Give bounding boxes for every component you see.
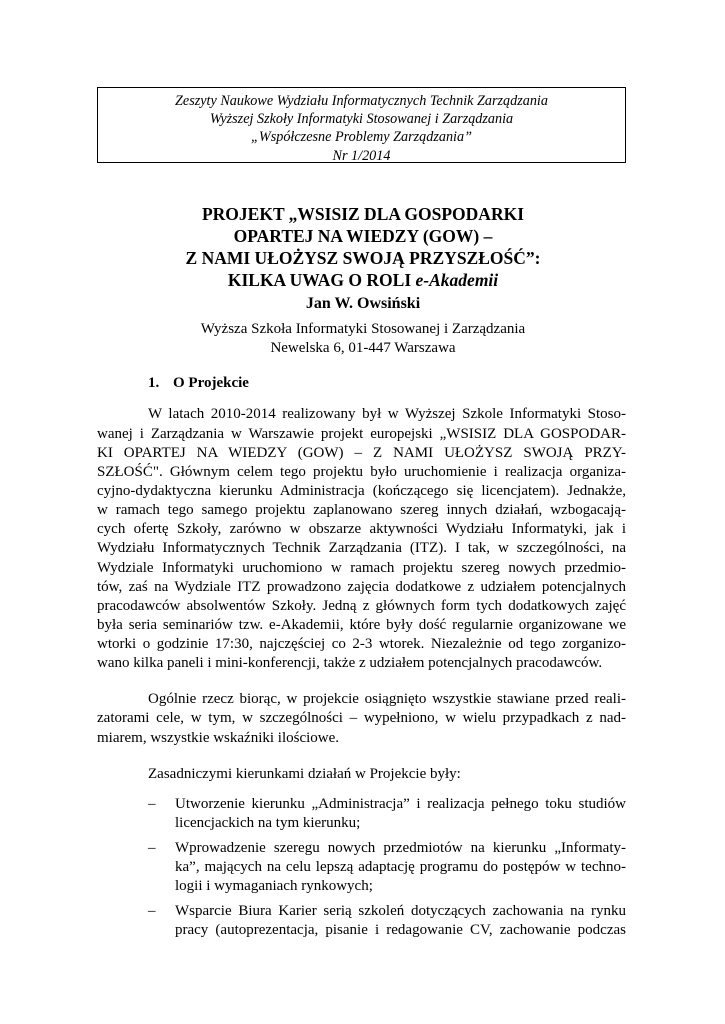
author-affiliation (97, 320, 629, 358)
list-item-line: licencjackich na tym kierunku; (175, 815, 361, 831)
journal-header-line: „Współczesne Problemy Zarządzania” (251, 129, 472, 146)
paragraph-line: cyjno-dydaktyczna kierunku Administracja (kończącego się licencjatem). Jednakże, (97, 483, 626, 499)
list-item-line: Wsparcie Biura Karier serią szkoleń dotyczących zachowania na rynku (175, 903, 626, 919)
paragraph-line: była seria seminariów tzw. e-Akademii, które były dość regularnie organizowane we (97, 617, 626, 633)
section-title: O Projekcie (173, 375, 249, 391)
title-line-text: KILKA UWAG O ROLI (227, 270, 416, 290)
title-line: PROJEKT „WSISIZ DLA GOSPODARKI (201, 204, 525, 224)
title-line: OPARTEJ NA WIEDZY (GOW) – (233, 226, 493, 246)
list-bullet-dash: – (148, 903, 156, 919)
affiliation-address: Newelska 6, 01-447 Warszawa (270, 340, 456, 356)
paragraph-line: zatorami cele, w tym, w szczególności – wypełniono, w wielu przypadkach z nad- (97, 710, 626, 726)
affiliation-institution: Wyższa Szkoła Informatyki Stosowanej i Zarządzania (200, 321, 526, 337)
paragraph-line: Zasadniczymi kierunkami działań w Projekcie były: (148, 766, 461, 782)
list-bullet-dash: – (148, 796, 156, 812)
paragraph-line: SZŁOŚĆ". Głównym celem tego projektu było uruchomienie i realizacja organiza- (97, 464, 626, 480)
journal-header-line: Wyższej Szkoły Informatyki Stosowanej i Zarządzania (209, 111, 514, 128)
title-line (97, 269, 629, 291)
paragraph-line: pracodawców absolwentów Szkoły. Jedną z głównych form tych dodatkowych zajęć (97, 598, 626, 614)
paragraph-line: w ramach tego samego projektu zaplanowano szereg innych działań, wzbogacają- (97, 502, 626, 518)
title-italic-term: e-Akademii (415, 270, 499, 290)
list-item-line: logii i wymaganiach rynkowych; (175, 878, 373, 894)
journal-header-line: Zeszyty Naukowe Wydziału Informatycznych Technik Zarządzania (175, 93, 548, 109)
section-heading (148, 374, 249, 393)
paragraph-line: miarem, wszystkie wskaźniki ilościowe. (97, 730, 340, 746)
list-item-line: Wprowadzenie szeregu nowych przedmiotów na kierunku „Informaty- (175, 840, 626, 856)
paragraph-line: cych ofertę Szkoły, zarówno w obszarze aktywności Wydziału Informatyki, jak i (97, 521, 626, 537)
author-name: Jan W. Owsiński (305, 295, 421, 312)
journal-issue-number: Nr 1/2014 (332, 147, 391, 164)
list-item-line: ka”, mających na celu lepszą adaptację programu do postępów w techno- (175, 859, 626, 875)
paragraph-line: Wydziału Informatycznych Technik Zarządzania (ITZ). I tak, w szczególności, na (97, 540, 626, 556)
paragraph-line: Ogólnie rzecz biorąc, w projekcie osiągnięto wszystkie stawiane przed reali- (148, 691, 626, 707)
list-item-line: Utworzenie kierunku „Administracja” i realizacja pełnego toku studiów (175, 796, 626, 812)
section-number: 1. (148, 375, 160, 391)
paragraph-line: KI OPARTEJ NA WIEDZY (GOW) – Z NAMI UŁOŻYSZ SWOJĄ PRZY- (97, 445, 626, 461)
paragraph-line: wtorki o godzinie 17:30, najczęściej co 2-3 wtorek. Niezależnie od tego zorganizo- (97, 636, 626, 652)
journal-header-box (97, 87, 626, 163)
list-bullet-dash: – (148, 840, 156, 856)
paper-title (97, 203, 629, 291)
paragraph-line: tów, zaś na Wydziale ITZ prowadzono zajęcia dodatkowe z udziałem potencjalnych (97, 579, 626, 595)
title-line: Z NAMI UŁOŻYSZ SWOJĄ PRZYSZŁOŚĆ”: (185, 248, 541, 268)
paragraph-line: wanej i Zarządzania w Warszawie projekt europejski „WSISIZ DLA GOSPODAR- (97, 426, 626, 442)
paragraph-line: W latach 2010-2014 realizowany był w Wyższej Szkole Informatyki Stoso- (148, 406, 626, 422)
list-item-line: pracy (autoprezentacja, pisanie i redagowanie CV, zachowanie podczas (175, 922, 626, 938)
paragraph-line: Wydziale Informatyki uruchomiono w ramach projektu szereg nowych przedmio- (97, 560, 626, 576)
paragraph-line: wano kilka paneli i mini-konferencji, także z udziałem potencjalnych pracodawców. (97, 655, 603, 671)
